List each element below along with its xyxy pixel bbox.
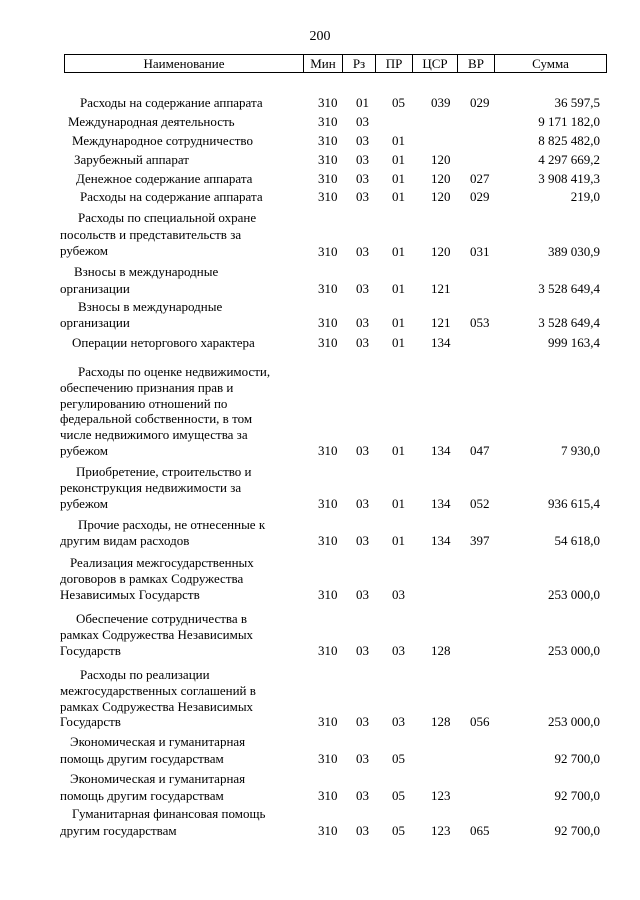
cell-min: 310 xyxy=(318,714,338,730)
cell-min: 310 xyxy=(318,823,338,838)
cell-rz: 03 xyxy=(356,189,369,204)
cell-sum: 54 618,0 xyxy=(554,533,600,548)
row-name-line: посольств и представительств за xyxy=(60,226,242,242)
cell-vr: 027 xyxy=(470,171,490,186)
cell-csr: 134 xyxy=(431,496,451,511)
cell-sum: 253 000,0 xyxy=(548,587,600,602)
cell-min: 310 xyxy=(318,442,338,458)
cell-pr: 01 xyxy=(392,496,405,511)
row-name-line: Взносы в международные xyxy=(78,299,223,314)
row-name-line: рубежом xyxy=(60,243,109,258)
cell-sum: 936 615,4 xyxy=(548,496,600,511)
row-name-line: помощь другим государствам xyxy=(60,788,224,803)
cell-min: 310 xyxy=(318,189,338,204)
table-row xyxy=(0,805,640,839)
row-name-line: Денежное содержание аппарата xyxy=(76,171,253,186)
row-name-line: реконструкция недвижимости за xyxy=(60,480,242,495)
cell-csr: 123 xyxy=(431,788,451,803)
cell-pr: 01 xyxy=(392,335,405,350)
row-name-line: Государств xyxy=(60,643,121,658)
header-vr: ВР xyxy=(468,56,484,71)
row-name-line: Независимых Государств xyxy=(60,587,200,602)
row-name xyxy=(60,114,288,130)
cell-min: 310 xyxy=(318,152,338,167)
cell-pr: 01 xyxy=(392,442,405,458)
cell-min: 310 xyxy=(318,751,338,766)
cell-min: 310 xyxy=(318,496,338,511)
row-name-line: Экономическая и гуманитарная xyxy=(70,771,246,786)
table-row xyxy=(0,210,640,260)
cell-rz: 03 xyxy=(356,315,369,330)
cell-sum: 4 297 669,2 xyxy=(538,152,600,167)
table-row xyxy=(0,555,640,603)
row-name-line: Расходы по оценке недвижимости, xyxy=(78,364,271,379)
cell-min: 310 xyxy=(318,281,338,296)
table-row xyxy=(0,299,640,331)
header-pr: ПР xyxy=(385,56,403,71)
row-name-line: Расходы по реализации xyxy=(80,667,210,682)
cell-pr: 01 xyxy=(392,189,405,204)
cell-rz: 03 xyxy=(356,171,369,186)
row-name-line: Международное сотрудничество xyxy=(72,133,253,148)
cell-min: 310 xyxy=(318,587,338,602)
cell-sum: 92 700,0 xyxy=(554,788,600,803)
row-name-line: договоров в рамках Содружества xyxy=(60,571,244,586)
header-rz: Рз xyxy=(352,56,366,71)
table-row xyxy=(0,189,640,205)
cell-sum: 92 700,0 xyxy=(554,751,600,766)
cell-rz: 03 xyxy=(356,714,369,730)
table-row xyxy=(0,733,640,767)
row-name xyxy=(60,133,288,149)
cell-csr: 039 xyxy=(431,95,451,110)
cell-csr: 120 xyxy=(431,152,451,167)
cell-rz: 03 xyxy=(356,643,369,658)
row-name-line: Расходы по специальной охране xyxy=(78,210,257,225)
row-name-line: рубежом xyxy=(60,442,109,458)
cell-rz: 03 xyxy=(356,587,369,602)
row-name-line: Расходы на содержание аппарата xyxy=(80,189,263,204)
cell-csr: 120 xyxy=(431,171,451,186)
row-name-line: Приобретение, строительство и xyxy=(76,464,252,479)
cell-min: 310 xyxy=(318,114,338,129)
cell-vr: 056 xyxy=(470,714,490,730)
cell-sum: 92 700,0 xyxy=(554,823,600,838)
cell-pr: 01 xyxy=(392,243,405,259)
cell-sum: 3 908 419,3 xyxy=(538,171,600,186)
row-name-line: Обеспечение сотрудничества в xyxy=(76,611,248,626)
cell-rz: 03 xyxy=(356,823,369,838)
table-row xyxy=(0,152,640,168)
row-name-line: Реализация межгосударственных xyxy=(70,555,254,570)
cell-sum: 253 000,0 xyxy=(548,714,600,730)
row-name xyxy=(60,335,288,351)
cell-rz: 03 xyxy=(356,533,369,548)
cell-csr: 123 xyxy=(431,823,451,838)
row-name-line: Взносы в международные xyxy=(74,264,219,279)
header-csr: ЦСР xyxy=(422,56,448,71)
row-name-line: рамках Содружества Независимых xyxy=(60,698,254,714)
cell-pr: 03 xyxy=(392,714,405,730)
row-name xyxy=(60,464,288,512)
cell-vr: 029 xyxy=(470,189,490,204)
cell-rz: 03 xyxy=(356,133,369,148)
table-row xyxy=(0,335,640,351)
row-name xyxy=(60,152,288,168)
cell-min: 310 xyxy=(318,643,338,658)
cell-csr: 134 xyxy=(431,533,451,548)
cell-sum: 389 030,9 xyxy=(548,243,600,259)
row-name-line: межгосударственных соглашений в xyxy=(60,682,256,698)
cell-rz: 03 xyxy=(356,114,369,129)
cell-rz: 03 xyxy=(356,152,369,167)
row-name xyxy=(60,770,288,804)
cell-pr: 01 xyxy=(392,533,405,548)
cell-sum: 253 000,0 xyxy=(548,643,600,658)
table-row xyxy=(0,133,640,149)
cell-vr: 052 xyxy=(470,496,490,511)
table-header xyxy=(64,54,607,73)
row-name-line: Государств xyxy=(60,714,121,730)
row-name-line: Международная деятельность xyxy=(68,114,235,129)
cell-min: 310 xyxy=(318,243,338,259)
cell-pr: 01 xyxy=(392,281,405,296)
cell-pr: 03 xyxy=(392,587,405,602)
cell-sum: 36 597,5 xyxy=(554,95,600,110)
cell-min: 310 xyxy=(318,95,338,110)
cell-sum: 999 163,4 xyxy=(548,335,600,350)
cell-vr: 397 xyxy=(470,533,490,548)
cell-pr: 05 xyxy=(392,788,405,803)
cell-rz: 03 xyxy=(356,442,369,458)
row-name-line: обеспечению признания прав и xyxy=(60,379,234,395)
cell-vr: 047 xyxy=(470,442,490,458)
row-name-line: Прочие расходы, не отнесенные к xyxy=(78,517,266,532)
header-name: Наименование xyxy=(143,56,225,71)
row-name-line: организации xyxy=(60,315,130,330)
table-row xyxy=(0,95,640,111)
cell-sum: 9 171 182,0 xyxy=(538,114,600,129)
table-row xyxy=(0,171,640,187)
cell-pr: 05 xyxy=(392,751,405,766)
cell-min: 310 xyxy=(318,133,338,148)
cell-sum: 3 528 649,4 xyxy=(538,315,600,330)
row-name-line: другим видам расходов xyxy=(60,533,190,548)
cell-rz: 03 xyxy=(356,496,369,511)
cell-csr: 121 xyxy=(431,315,451,330)
header-min: Мин xyxy=(310,56,336,71)
cell-min: 310 xyxy=(318,171,338,186)
table-row xyxy=(0,770,640,804)
table-row xyxy=(0,611,640,659)
row-name xyxy=(60,517,288,549)
cell-min: 310 xyxy=(318,335,338,350)
table-row xyxy=(0,464,640,512)
cell-rz: 03 xyxy=(356,335,369,350)
cell-pr: 01 xyxy=(392,171,405,186)
cell-sum: 8 825 482,0 xyxy=(538,133,600,148)
row-name xyxy=(60,667,288,730)
cell-csr: 128 xyxy=(431,643,451,658)
row-name xyxy=(60,189,288,205)
cell-pr: 05 xyxy=(392,95,405,110)
cell-rz: 03 xyxy=(356,281,369,296)
cell-pr: 03 xyxy=(392,643,405,658)
cell-vr: 053 xyxy=(470,315,490,330)
cell-pr: 01 xyxy=(392,315,405,330)
cell-csr: 120 xyxy=(431,189,451,204)
cell-rz: 01 xyxy=(356,95,369,110)
table-row xyxy=(0,263,640,297)
table-row xyxy=(0,114,640,130)
cell-pr: 05 xyxy=(392,823,405,838)
row-name-line: рубежом xyxy=(60,496,109,511)
row-name-line: Операции неторгового характера xyxy=(72,335,255,350)
row-name-line: организации xyxy=(60,281,130,296)
row-name-line: другим государствам xyxy=(60,823,177,838)
row-name-line: Расходы на содержание аппарата xyxy=(80,95,263,110)
cell-pr: 01 xyxy=(392,152,405,167)
row-name xyxy=(60,95,288,111)
cell-sum: 3 528 649,4 xyxy=(538,281,600,296)
row-name xyxy=(60,555,288,603)
row-name xyxy=(60,805,288,839)
cell-rz: 03 xyxy=(356,751,369,766)
cell-min: 310 xyxy=(318,788,338,803)
row-name xyxy=(60,611,288,659)
row-name-line: федеральной собственности, в том xyxy=(60,411,253,427)
cell-pr: 01 xyxy=(392,133,405,148)
row-name-line: числе недвижимого имущества за xyxy=(60,427,248,443)
row-name-line: регулированию отношений по xyxy=(60,395,228,411)
row-name xyxy=(60,171,288,187)
cell-sum: 7 930,0 xyxy=(561,442,600,458)
cell-vr: 065 xyxy=(470,823,490,838)
cell-rz: 03 xyxy=(356,788,369,803)
row-name xyxy=(60,364,288,459)
cell-sum: 219,0 xyxy=(570,189,600,204)
cell-csr: 134 xyxy=(431,442,451,458)
row-name xyxy=(60,299,288,331)
table-row xyxy=(0,364,640,459)
row-name-line: Гуманитарная финансовая помощь xyxy=(72,806,266,821)
table-row xyxy=(0,517,640,549)
table-row xyxy=(0,667,640,730)
page-number: 200 xyxy=(309,29,331,44)
cell-csr: 121 xyxy=(431,281,451,296)
row-name xyxy=(60,263,288,297)
cell-csr: 128 xyxy=(431,714,451,730)
cell-min: 310 xyxy=(318,533,338,548)
cell-min: 310 xyxy=(318,315,338,330)
header-sum: Сумма xyxy=(532,56,569,71)
row-name xyxy=(60,733,288,767)
row-name-line: Экономическая и гуманитарная xyxy=(70,734,246,749)
cell-vr: 029 xyxy=(470,95,490,110)
cell-rz: 03 xyxy=(356,243,369,259)
row-name-line: помощь другим государствам xyxy=(60,751,224,766)
cell-vr: 031 xyxy=(470,243,490,259)
row-name-line: рамках Содружества Независимых xyxy=(60,627,254,642)
row-name xyxy=(60,210,288,260)
cell-csr: 120 xyxy=(431,243,451,259)
cell-csr: 134 xyxy=(431,335,451,350)
row-name-line: Зарубежный аппарат xyxy=(74,152,189,167)
